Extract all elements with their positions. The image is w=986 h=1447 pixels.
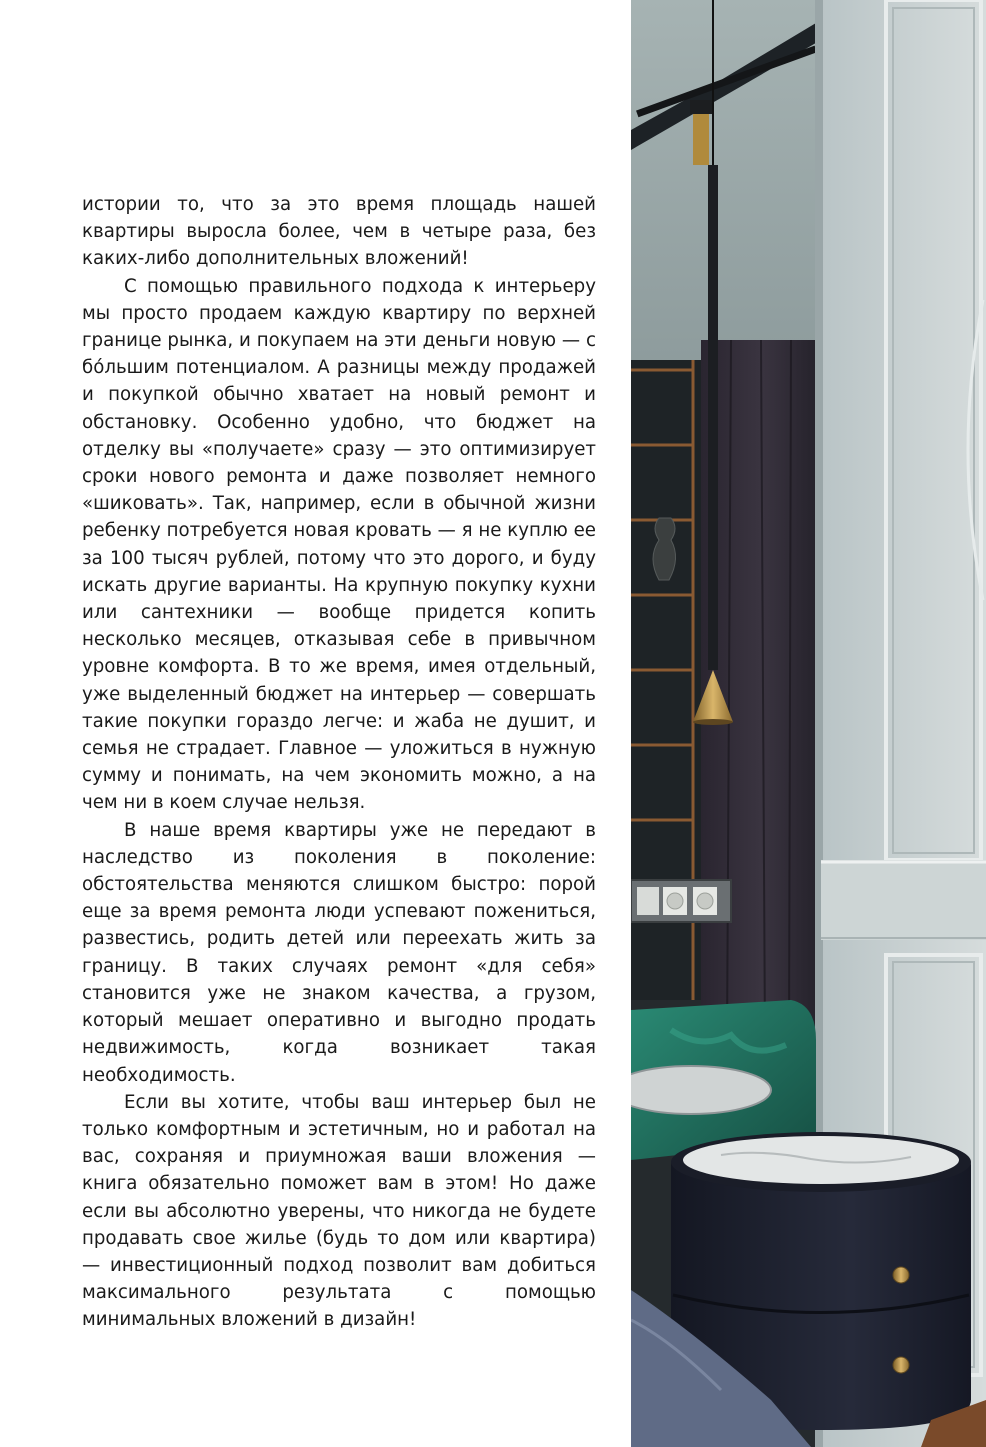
- paragraph-4: Если вы хотите, чтобы ваш интерьер был не только комфортным и эстетичным, но и работал на вас, сохраняя и приумножая ваши вложения — книга обязательно поможет вам в этом! Но даже если вы абсолютно уверены, что никогда не будете продавать свое жилье (будь то дом или квартира) — инвестиционный подход позволит вам добиться максимального результата с помощью минимальных вложений в дизайн!: [82, 1091, 596, 1331]
- paragraph-2: С помощью правильного подхода к интерьеру мы просто продаем каждую квартиру по верхней границе рынка, и покупаем на эти деньги новую — с бо́льшим потенциалом. А разницы между продажей и покупкой обычно хватает на новый ремонт и обстановку. Особенно удобно, что бюджет на отделку вы «получаете» сразу — это оптимизирует сроки нового ремонта и даже позволяет немного «шиковать». Так, например, если в обычной жизни ребенку потребуется новая кровать — я не куплю ее за 100 тысяч рублей, потому что это дорого, и буду искать другие варианты. На крупную покупку кухни или сантехники — вообще придется копить несколько месяцев, отказывая себе в привычном уровне комфорта. В то же время, имея отдельный, уже выделенный бюджет на интерьер — совершать такие покупки гораздо легче: и жаба не душит, и семья не страдает. Главное — уложиться в нужную сумму и понимать, на чем экономить можно, а на чем ни в коем случае нельзя.: [82, 275, 596, 814]
- article-text: [82, 191, 596, 1334]
- paragraph-1: истории то, что за это время площадь нашей квартиры выросла более, чем в четыре раза, без каких-либо дополнительных вложений!: [82, 194, 596, 270]
- interior-photo: [631, 0, 986, 1447]
- interior-photo-illustration: [631, 0, 986, 1447]
- paragraph-3: В наше время квартиры уже не передают в наследство из поколения в поколение: обстоятельства меняются слишком быстро: порой еще за время ремонта люди успевают пожениться, развестись, родить детей или переехать жить за границу. В таких случаях ремонт «для себя» становится уже не знаком качества, а грузом, который мешает оперативно и выгодно продать недвижимость, когда возникает такая необходимость.: [82, 819, 596, 1086]
